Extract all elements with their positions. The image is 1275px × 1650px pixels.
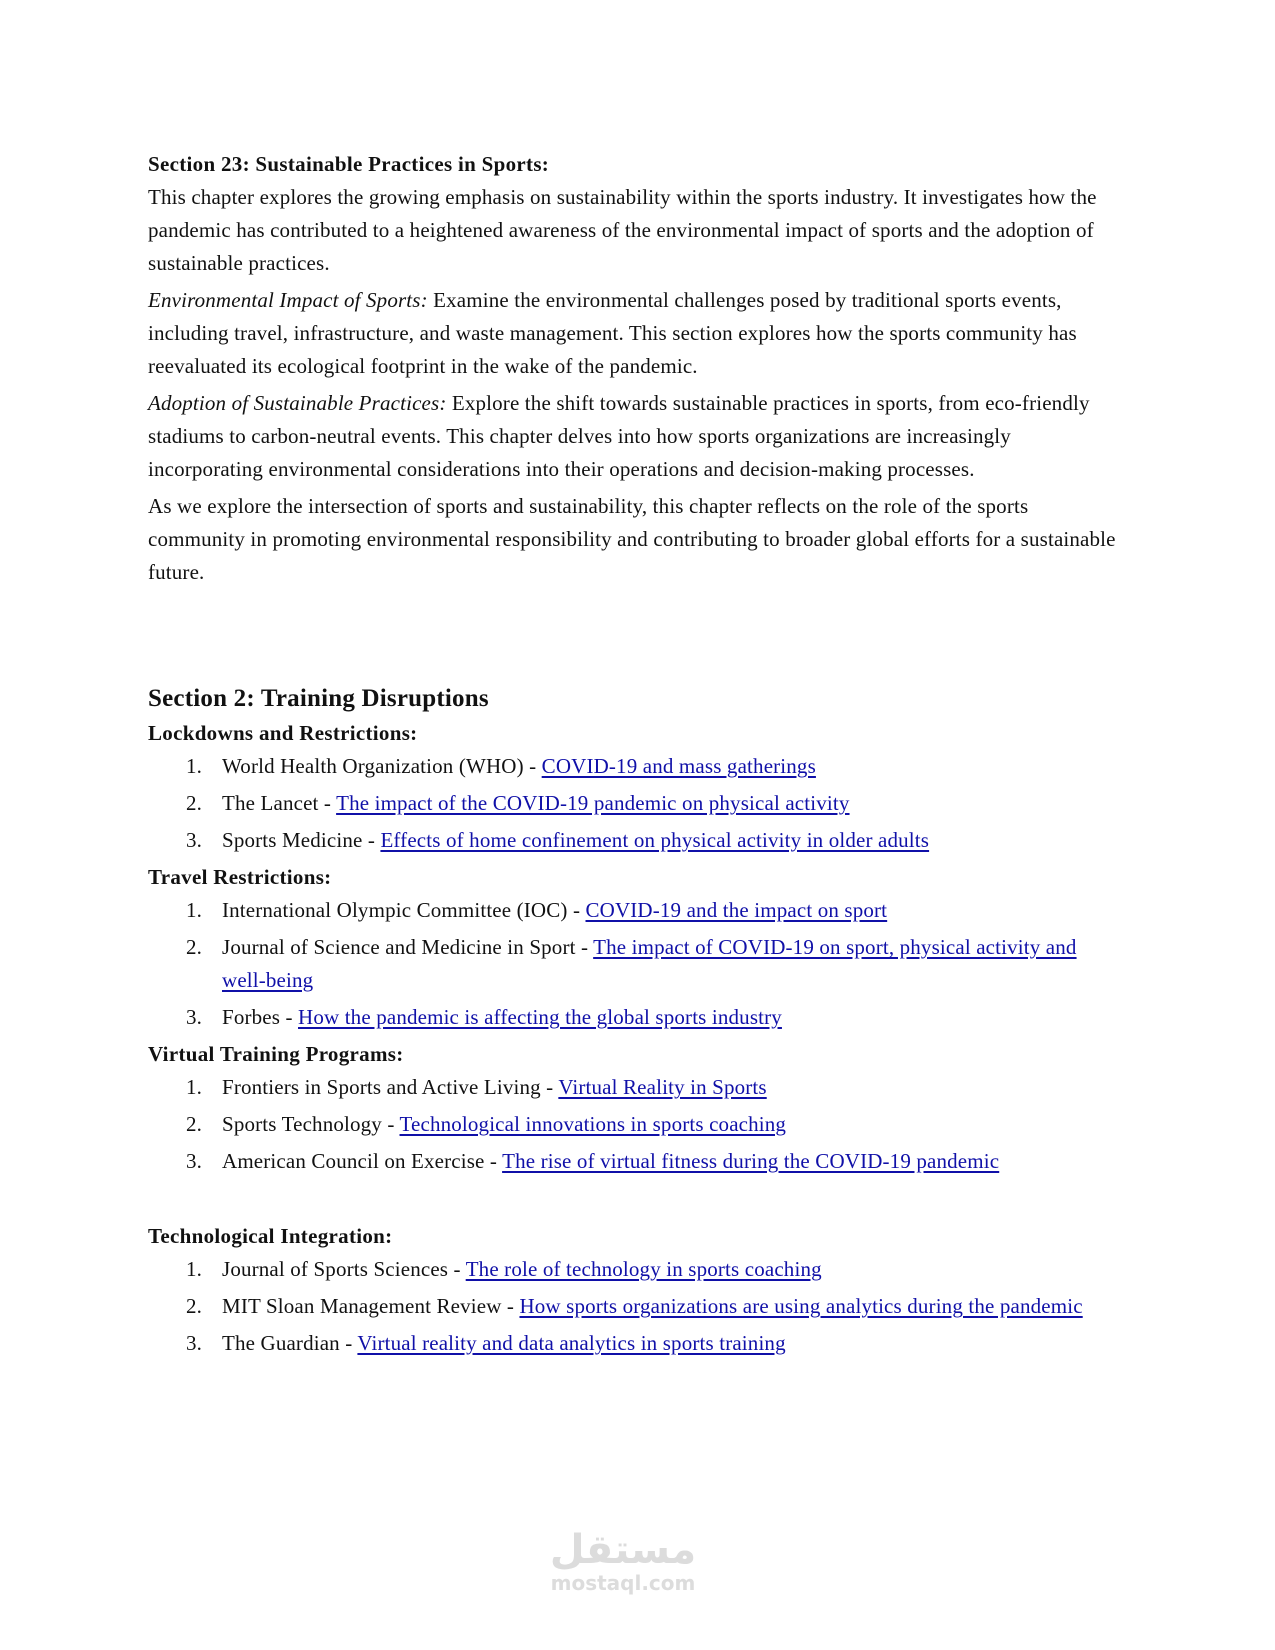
reference-link[interactable]: Virtual Reality in Sports <box>558 1075 767 1099</box>
reference-link[interactable]: The role of technology in sports coaching <box>465 1257 822 1281</box>
reference-source: Frontiers in Sports and Active Living - <box>222 1075 559 1099</box>
document-page <box>148 148 1116 1364</box>
list-item <box>148 1145 1116 1178</box>
reference-link[interactable]: The impact of the COVID-19 pandemic on physical activity <box>336 791 850 815</box>
reference-source: Sports Technology - <box>222 1112 400 1136</box>
reference-source: Forbes - <box>222 1005 299 1029</box>
list-item <box>148 787 1116 820</box>
reference-link[interactable]: The impact of COVID-19 on sport, physical activity and well-being <box>222 935 1077 992</box>
spacer <box>148 1182 1116 1220</box>
list-item <box>148 750 1116 783</box>
reference-link[interactable]: Technological innovations in sports coaching <box>399 1112 787 1136</box>
list-number: 3. <box>186 1149 203 1173</box>
reference-source: Sports Medicine - <box>222 828 381 852</box>
reference-link[interactable]: How sports organizations are using analytics during the pandemic <box>519 1294 1083 1318</box>
list-number: 2. <box>186 935 203 959</box>
group-heading-lockdowns: Lockdowns and Restrictions: <box>148 721 418 745</box>
reference-link[interactable]: COVID-19 and mass gatherings <box>541 754 816 778</box>
group-heading-technological-integration: Technological Integration: <box>148 1224 393 1248</box>
reference-source: The Guardian - <box>222 1331 358 1355</box>
reference-source: International Olympic Committee (IOC) - <box>222 898 586 922</box>
group-heading-virtual-training: Virtual Training Programs: <box>148 1042 404 1066</box>
list-number: 3. <box>186 1005 203 1029</box>
watermark-arabic-logo: مستقل <box>549 1527 697 1573</box>
reference-source: The Lancet - <box>222 791 337 815</box>
list-number: 1. <box>186 1257 203 1281</box>
environmental-impact-label: Environmental Impact of Sports: <box>148 288 428 312</box>
environmental-impact-text: Examine the environmental challenges posed by traditional sports events, including travel, infrastructure, and waste management. This section explores how the sports community has reevaluated its ecological footprint in the wake of the pandemic. <box>148 288 1077 378</box>
reference-source: Journal of Sports Sciences - <box>222 1257 466 1281</box>
list-item <box>148 1253 1116 1286</box>
reference-link[interactable]: Virtual reality and data analytics in sports training <box>357 1331 786 1355</box>
reference-link[interactable]: The rise of virtual fitness during the COVID-19 pandemic <box>502 1149 1000 1173</box>
reference-source: American Council on Exercise - <box>222 1149 503 1173</box>
list-number: 1. <box>186 1075 203 1099</box>
reference-link[interactable]: How the pandemic is affecting the global sports industry <box>298 1005 782 1029</box>
list-item <box>148 894 1116 927</box>
reference-source: World Health Organization (WHO) - <box>222 754 542 778</box>
list-item <box>148 1108 1116 1141</box>
mostaql-watermark <box>548 1528 698 1594</box>
adoption-label: Adoption of Sustainable Practices: <box>148 391 447 415</box>
list-number: 1. <box>186 898 203 922</box>
reference-source: Journal of Science and Medicine in Sport - <box>222 935 594 959</box>
reference-source: MIT Sloan Management Review - <box>222 1294 520 1318</box>
list-number: 2. <box>186 791 203 815</box>
adoption-paragraph <box>148 387 1116 486</box>
list-number: 3. <box>186 1331 203 1355</box>
list-number: 2. <box>186 1112 203 1136</box>
reference-list-travel <box>148 894 1116 1034</box>
list-number: 3. <box>186 828 203 852</box>
section-2-heading: Section 2: Training Disruptions <box>148 685 489 712</box>
section-23-heading: Section 23: Sustainable Practices in Sports: <box>148 152 550 176</box>
reference-list-virtual-training <box>148 1071 1116 1178</box>
list-item <box>148 824 1116 857</box>
list-item <box>148 1001 1116 1034</box>
list-number: 1. <box>186 754 203 778</box>
list-item <box>148 1290 1116 1323</box>
adoption-text: Explore the shift towards sustainable practices in sports, from eco-friendly stadiums to carbon-neutral events. This chapter delves into how sports organizations are increasingly incorporating environmental considerations into their operations and decision-making processes. <box>148 391 1090 481</box>
reference-list-technological-integration <box>148 1253 1116 1360</box>
reference-link[interactable]: Effects of home confinement on physical activity in older adults <box>380 828 930 852</box>
list-number: 2. <box>186 1294 203 1318</box>
watermark-domain: mostaql.com <box>550 1571 696 1595</box>
section-23-intro: This chapter explores the growing emphasis on sustainability within the sports industry. It investigates how the pandemic has contributed to a heightened awareness of the environmental impact of sports and the adoption of sustainable practices. <box>148 185 1097 275</box>
list-item <box>148 931 1116 997</box>
spacer <box>148 593 1116 681</box>
section-23-closing: As we explore the intersection of sports and sustainability, this chapter reflects on the role of the sports community in promoting environmental responsibility and contributing to broader global efforts for a sustainable future. <box>148 494 1116 584</box>
group-heading-travel: Travel Restrictions: <box>148 865 332 889</box>
list-item <box>148 1071 1116 1104</box>
reference-link[interactable]: COVID-19 and the impact on sport <box>585 898 888 922</box>
list-item <box>148 1327 1116 1360</box>
reference-list-lockdowns <box>148 750 1116 857</box>
environmental-impact-paragraph <box>148 284 1116 383</box>
